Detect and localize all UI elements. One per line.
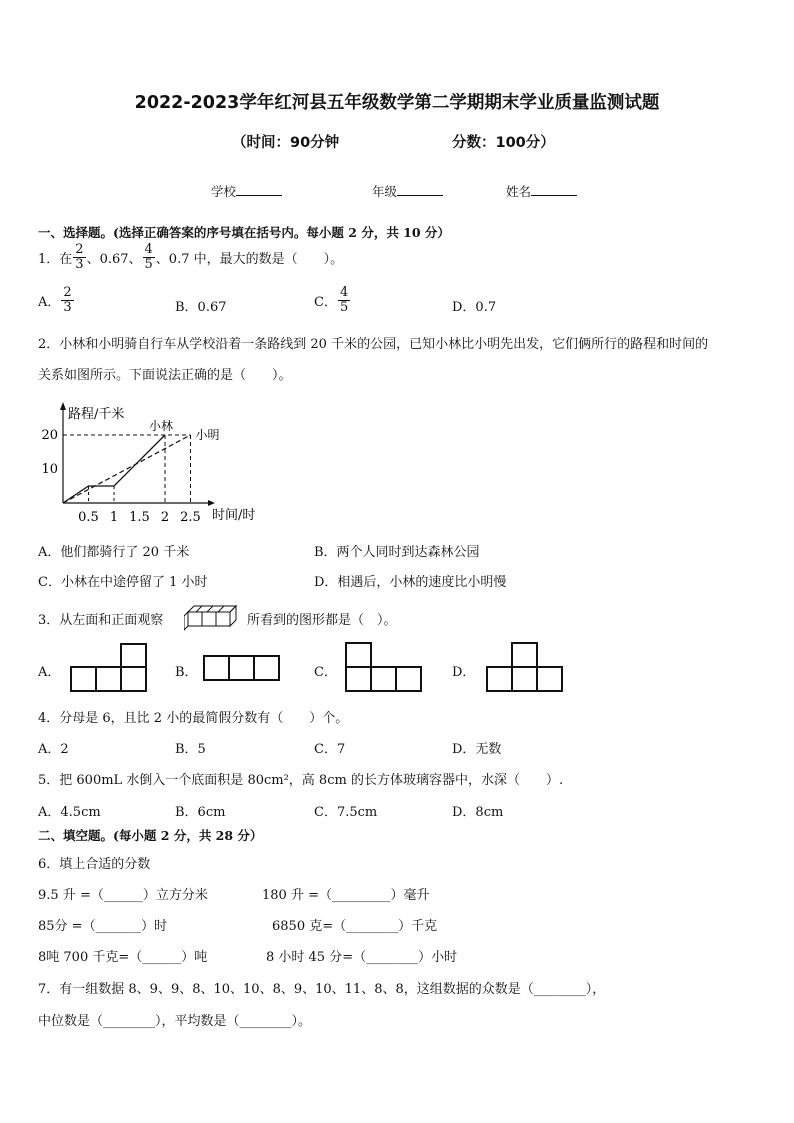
- q1-prefix: 1．在: [38, 251, 73, 267]
- q4-option-c[interactable]: C．7: [314, 742, 346, 757]
- q3-option-c-label[interactable]: C．: [314, 665, 337, 680]
- q2-option-a[interactable]: A．他们都骑行了 20 千米: [38, 545, 190, 560]
- q3-option-c-figure[interactable]: [344, 642, 422, 692]
- q1-option-c[interactable]: C． $\frac{4}{5}$: [314, 285, 349, 315]
- section1-heading: 一、选择题。(选择正确答案的序号填在括号内。每小题 2 分，共 10 分）: [38, 225, 450, 240]
- x-tick-label: 1.5: [129, 510, 150, 525]
- series-label-xiaolin: 小林: [149, 419, 174, 433]
- q2-line1: 2．小林和小明骑自行车从学校沿着一条路线到 20 千米的公园，已知小林比小明先出发，它们俩所行的路程和时间的: [38, 337, 709, 352]
- q1-option-b[interactable]: B．0.67: [175, 300, 227, 315]
- school-field[interactable]: [211, 182, 282, 200]
- q6-title: 6．填上合适的分数: [38, 857, 151, 872]
- cube-stack-figure: [184, 600, 244, 632]
- name-field[interactable]: [506, 182, 577, 200]
- q6-blank-4[interactable]: 6850 克=（________）千克: [272, 919, 438, 934]
- x-tick-label: 2.5: [180, 510, 201, 525]
- q5-option-a[interactable]: A．4.5cm: [38, 805, 101, 820]
- q3-option-d-figure[interactable]: [485, 642, 565, 692]
- q6-blank-6[interactable]: 8 小时 45 分=（________）小时: [266, 950, 458, 965]
- grade-label: 年级: [372, 184, 398, 199]
- y-axis-label: 路程/千米: [68, 407, 125, 422]
- q1-fraction-1: $\frac{2}{3}$: [75, 242, 84, 272]
- section2-heading: 二、填空题。(每小题 2 分，共 28 分）: [38, 828, 263, 843]
- q2-option-d[interactable]: D．相遇后，小林的速度比小明慢: [314, 575, 507, 590]
- school-label: 学校: [211, 184, 237, 199]
- q4-option-a[interactable]: A．2: [38, 742, 69, 757]
- q5-text: 5．把 600mL 水倒入一个底面积是 80cm²，高 8cm 的长方体玻璃容器中，水深（ ）.: [38, 773, 564, 788]
- x-axis-arrow: [208, 500, 215, 506]
- q2-line2: 关系如图所示。下面说法正确的是（ ）。: [38, 368, 292, 383]
- q1-option-d[interactable]: D．0.7: [452, 300, 497, 315]
- q4-text: 4．分母是 6，且比 2 小的最简假分数有（ ）个。: [38, 711, 349, 726]
- name-label: 姓名: [506, 184, 532, 199]
- q1-mid: 、0.67、: [86, 251, 142, 267]
- x-tick-label: 1: [109, 510, 119, 525]
- q4-option-d[interactable]: D．无数: [452, 742, 502, 757]
- question-1: [38, 243, 343, 271]
- distance-time-chart: [36, 398, 276, 528]
- q5-option-b[interactable]: B．6cm: [175, 805, 226, 820]
- y-tick-label: 10: [41, 462, 58, 477]
- page-title: 2022-2023学年红河县五年级数学第二学期期末学业质量监测试题: [134, 93, 660, 113]
- q1-fraction-2: $\frac{4}{5}$: [144, 242, 153, 272]
- q7-line2[interactable]: 中位数是（________），平均数是（________）。: [38, 1014, 312, 1029]
- q7-line1[interactable]: 7．有一组数据 8、9、9、8、10、10、8、9、10、11、8、8，这组数据的众数是（________），: [38, 982, 606, 997]
- q1-suffix: 、0.7 中，最大的数是（ ）。: [155, 251, 344, 267]
- q4-option-b[interactable]: B．5: [175, 742, 206, 757]
- q3-option-a-label[interactable]: A．: [38, 665, 61, 680]
- grade-field[interactable]: [372, 182, 443, 200]
- q3-option-b-figure[interactable]: [203, 654, 281, 684]
- q6-blank-1[interactable]: 9.5 升 =（______）立方分米: [38, 888, 208, 903]
- q2-option-b[interactable]: B．两个人同时到达森林公园: [314, 545, 480, 560]
- q6-blank-2[interactable]: 180 升 =（_________）毫升: [262, 888, 430, 903]
- exam-score: 分数：100分）: [452, 135, 555, 151]
- series-label-xiaoming: 小明: [195, 428, 220, 442]
- q1-option-a[interactable]: A． $\frac{2}{3}$: [38, 285, 72, 315]
- q5-option-d[interactable]: D．8cm: [452, 805, 504, 820]
- q2-option-c[interactable]: C．小林在中途停留了 1 小时: [38, 575, 208, 590]
- x-tick-label: 2: [160, 510, 170, 525]
- q5-option-c[interactable]: C．7.5cm: [314, 805, 378, 820]
- q3-option-d-label[interactable]: D．: [452, 665, 476, 680]
- y-axis-arrow: [60, 402, 66, 410]
- exam-time: （时间：90分钟: [232, 135, 340, 151]
- q6-blank-3[interactable]: 85分 =（_______）时: [38, 919, 168, 934]
- q3-prefix: 3．从左面和正面观察: [38, 613, 164, 628]
- q3-option-a-figure[interactable]: [69, 643, 149, 693]
- q3-option-b-label[interactable]: B．: [175, 665, 198, 680]
- q3-suffix: 所看到的图形都是（ ）。: [247, 613, 397, 628]
- q6-blank-5[interactable]: 8吨 700 千克=（______）吨: [38, 950, 208, 965]
- y-tick-label: 20: [41, 428, 58, 443]
- series-line-xiaoming: [63, 435, 191, 503]
- x-tick-label: 0.5: [78, 510, 99, 525]
- x-axis-label: 时间/时: [212, 508, 256, 523]
